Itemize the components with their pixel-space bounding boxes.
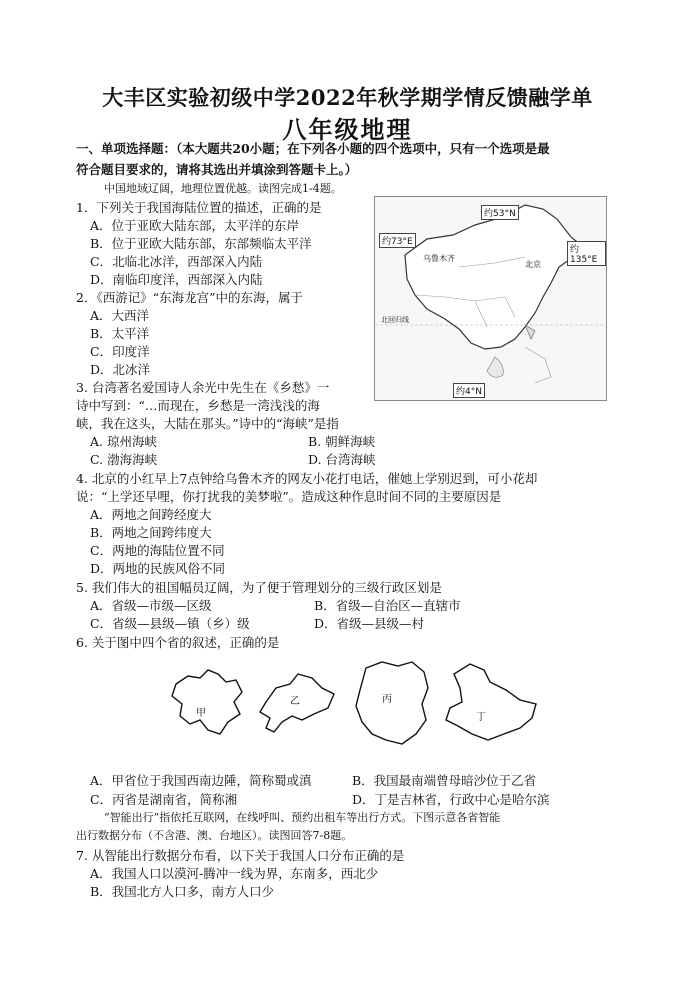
province-jia <box>170 668 246 742</box>
exam-title: 大丰区实验初级中学2022年秋学期学情反馈融学单 <box>102 85 593 110</box>
section-header: 一、单项选择题：（本大题共20小题；在下列各小题的四个选项中，只有一个选项是最 <box>76 141 550 156</box>
province-ding-shape <box>440 660 540 742</box>
q6-option-a: A．甲省位于我国西南边陲，简称蜀或滇 <box>90 773 312 788</box>
longitude-label: 约73°E <box>379 233 416 248</box>
china-map <box>374 196 607 401</box>
city-label-beijing: 北京 <box>525 260 541 269</box>
q1-option-d: D．南临印度洋，西部深入内陆 <box>90 272 263 287</box>
tropic-label: 北回归线 <box>381 316 409 324</box>
q7-stem: 7. 从智能出行数据分布看，以下关于我国人口分布正确的是 <box>76 848 405 863</box>
q5-option-c: C．省级—县级—镇（乡）级 <box>90 616 250 631</box>
province-bing-shape <box>352 658 432 748</box>
q5-option-b: B．省级—自治区—直辖市 <box>314 598 461 613</box>
q4-option-a: A．两地之间跨经度大 <box>90 507 212 522</box>
q7-option-a: A．我国人口以漠河-腾冲一线为界，东南多，西北少 <box>90 866 379 881</box>
q1-option-c: C．北临北冰洋，西部深入内陆 <box>90 254 263 269</box>
intro-text-2b: 出行数据分布（不含港、澳、台地区）。读图回答7-8题。 <box>76 829 353 842</box>
city-label: 乌鲁木齐 <box>423 254 455 263</box>
q3-option-c: C. 渤海海峡 <box>90 452 158 467</box>
q4-option-c: C．两地的海陆位置不同 <box>90 543 225 558</box>
q2-stem: 2．《西游记》“东海龙宫”中的东海，属于 <box>76 290 303 305</box>
q1-option-b: B．位于亚欧大陆东部，东部频临太平洋 <box>90 236 312 251</box>
province-yi <box>256 672 338 740</box>
province-ding <box>440 660 540 746</box>
q5-option-a: A．省级—市级—区级 <box>90 598 212 613</box>
intro-text-2: “智能出行”指依托互联网，在线呼叫、预约出租车等出行方式。下图示意各省智能 <box>104 811 501 824</box>
china-map-outline <box>375 197 606 400</box>
q3-option-b: B. 朝鲜海峡 <box>308 434 376 449</box>
section-header-2: 符合题目要求的，请将其选出并填涂到答题卡上。） <box>76 162 358 177</box>
q4-option-b: B．两地之间跨纬度大 <box>90 525 212 540</box>
province-bing <box>352 658 432 752</box>
province-ding-label: 丁 <box>476 712 486 723</box>
q3-option-a: A. 琼州海峡 <box>90 434 157 449</box>
latitude-label-south: 约4°N <box>453 383 485 398</box>
q3-option-d: D. 台湾海峡 <box>308 452 376 467</box>
q6-stem: 6. 关于图中四个省的叙述，正确的是 <box>76 635 280 650</box>
q2-option-d: D．北冰洋 <box>90 362 151 377</box>
province-jia-label: 甲 <box>196 708 206 719</box>
q7-option-b: B．我国北方人口多，南方人口少 <box>90 884 275 899</box>
latitude-label: 约53°N <box>481 205 519 220</box>
q2-option-a: A．大西洋 <box>90 308 150 323</box>
q3-stem-3: 峡，我在这头，大陆在那头。”诗中的“海峡”是指 <box>76 416 339 431</box>
q3-stem-2: 诗中写到：“…而现在，乡愁是一湾浅浅的海 <box>76 398 320 413</box>
province-yi-label: 乙 <box>290 696 300 707</box>
q5-stem: 5. 我们伟大的祖国幅员辽阔，为了便于管理划分的三级行政区划是 <box>76 580 442 595</box>
q1-stem: 1．下列关于我国海陆位置的描述，正确的是 <box>76 200 322 215</box>
intro-text: 中国地域辽阔，地理位置优越。读图完成1-4题。 <box>104 182 342 195</box>
q3-stem: 3. 台湾著名爱国诗人余光中先生在《乡愁》一 <box>76 380 330 395</box>
province-bing-label: 丙 <box>382 694 392 705</box>
q4-stem: 4. 北京的小红早上7点钟给乌鲁木齐的网友小花打电话，催她上学别迟到，可小花却 <box>76 471 538 486</box>
province-jia-shape <box>170 668 246 738</box>
q5-option-d: D．省级—县级—村 <box>314 616 425 631</box>
q6-option-d: D．丁是吉林省，行政中心是哈尔滨 <box>352 792 550 807</box>
q2-option-b: B．太平洋 <box>90 326 150 341</box>
q4-stem-2: 说：“上学还早哩，你打扰我的美梦啦”。造成这种作息时间不同的主要原因是 <box>76 489 502 504</box>
q6-option-c: C．丙省是湖南省，简称湘 <box>90 792 238 807</box>
q1-option-a: A．位于亚欧大陆东部，太平洋的东岸 <box>90 218 300 233</box>
q4-option-d: D．两地的民族风俗不同 <box>90 561 226 576</box>
subject-title: 八年级地理 <box>282 115 413 144</box>
q6-option-b: B．我国最南端曾母暗沙位于乙省 <box>352 773 537 788</box>
longitude-label-east: 约135°E <box>567 241 606 266</box>
q2-option-c: C．印度洋 <box>90 344 150 359</box>
